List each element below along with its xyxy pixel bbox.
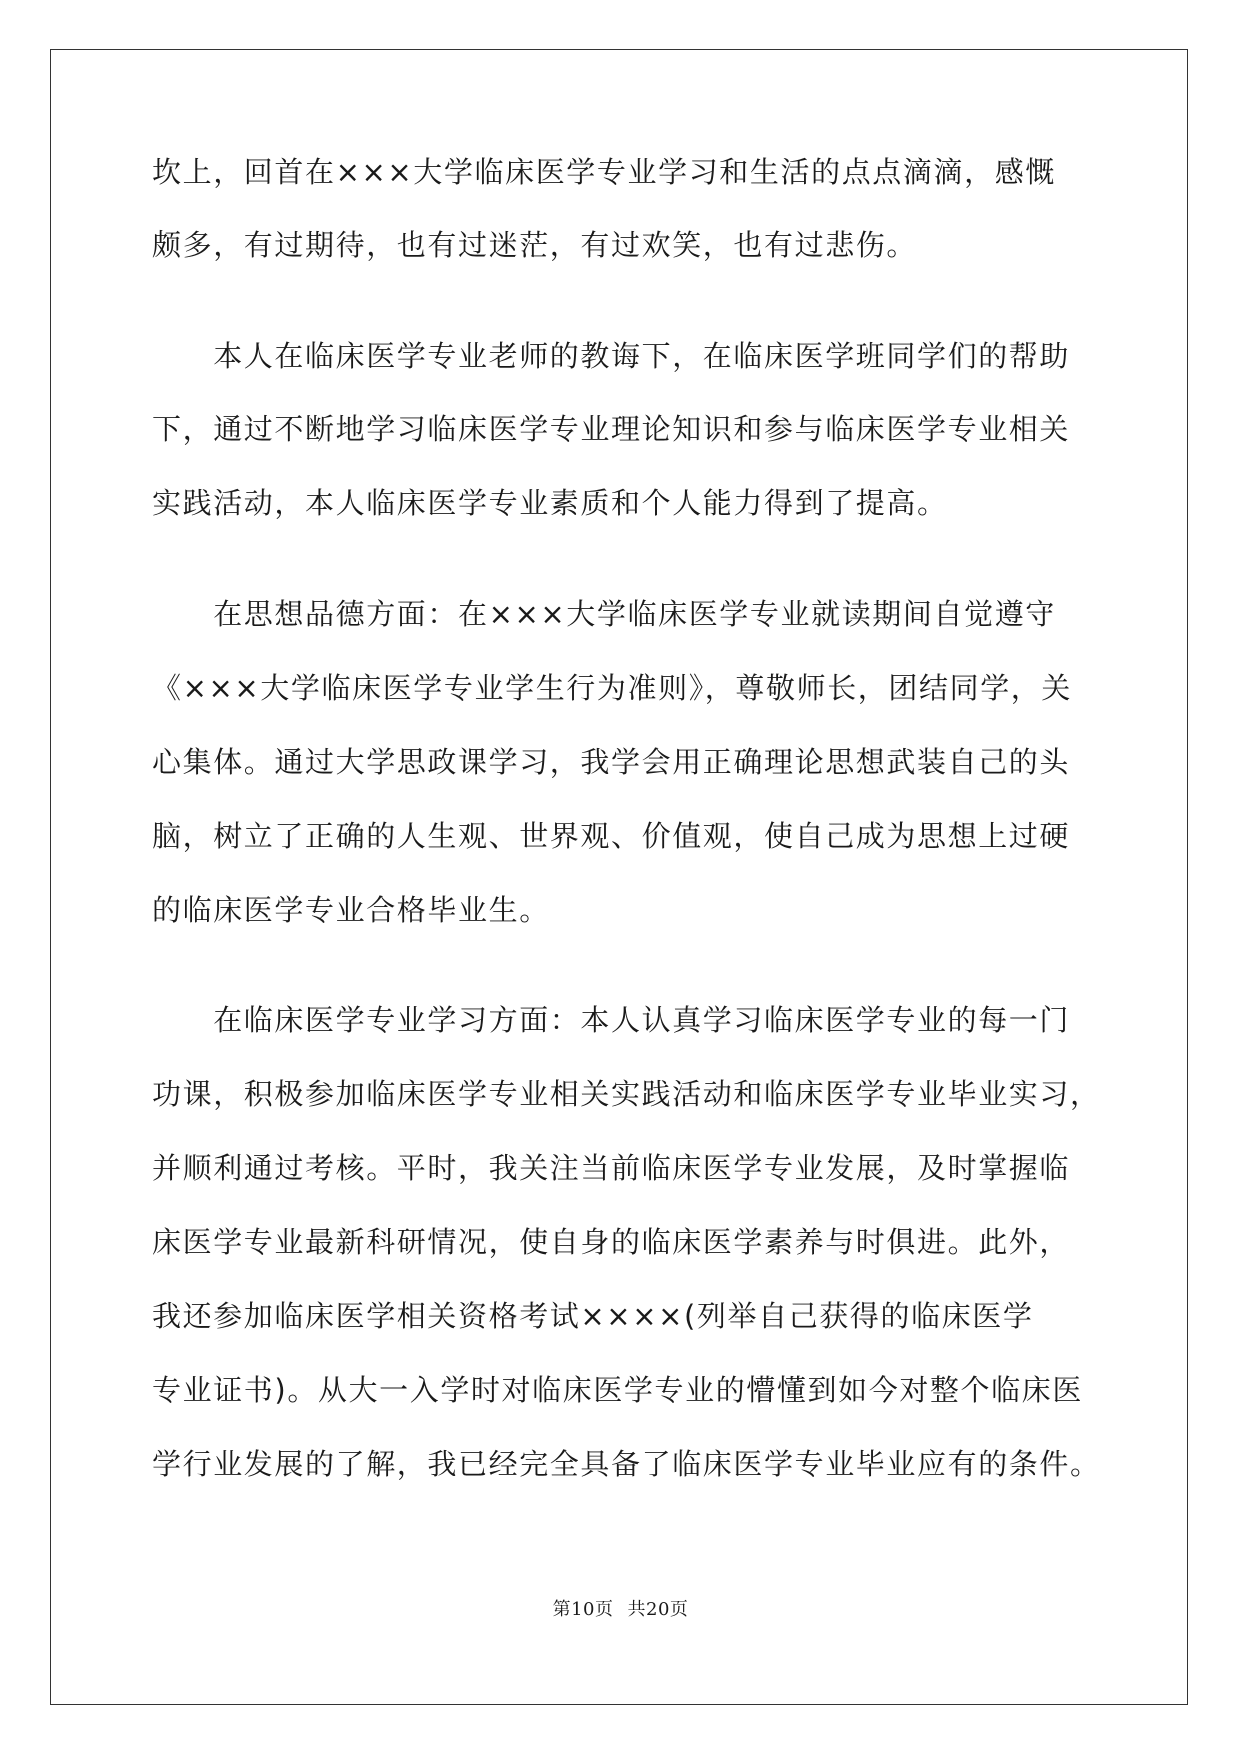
text-line: 床医学专业最新科研情况，使自身的临床医学素养与时俱进。此外， [152,1225,1071,1259]
text-line: 心集体。通过大学思政课学习，我学会用正确理论思想武装自己的头 [152,745,1071,779]
text-line: 在思想品德方面：在×××大学临床医学专业就读期间自觉遵守 [152,597,1056,631]
text-line: 的临床医学专业合格毕业生。 [152,893,550,927]
current-page: 第10页 [552,1599,614,1620]
page-footer [0,1595,1241,1621]
text-line: 在临床医学专业学习方面：本人认真学习临床医学专业的每一门 [152,1003,1071,1037]
text-line: 本人在临床医学专业老师的教诲下，在临床医学班同学们的帮助 [152,339,1071,373]
text-line: 颇多，有过期待，也有过迷茫，有过欢笑，也有过悲伤。 [152,228,918,262]
text-line: 下，通过不断地学习临床医学专业理论知识和参与临床医学专业相关 [152,412,1071,446]
text-line: 我还参加临床医学相关资格考试××××(列举自己获得的临床医学 [152,1299,1034,1333]
text-line: 学行业发展的了解，我已经完全具备了临床医学专业毕业应有的条件。 [152,1447,1101,1481]
text-line: 实践活动，本人临床医学专业素质和个人能力得到了提高。 [152,486,948,520]
text-line: 《×××大学临床医学专业学生行为准则》，尊敬师长，团结同学，关 [152,671,1072,705]
text-line: 脑，树立了正确的人生观、世界观、价值观，使自己成为思想上过硬 [152,819,1071,853]
total-pages: 共20页 [627,1599,689,1620]
text-line: 并顺利通过考核。平时，我关注当前临床医学专业发展，及时掌握临 [152,1151,1071,1185]
text-line: 功课，积极参加临床医学专业相关实践活动和临床医学专业毕业实习， [152,1077,1101,1111]
text-line: 坎上，回首在×××大学临床医学专业学习和生活的点点滴滴，感慨 [152,155,1056,189]
text-line: 专业证书)。从大一入学时对临床医学专业的懵懂到如今对整个临床医 [152,1373,1083,1407]
